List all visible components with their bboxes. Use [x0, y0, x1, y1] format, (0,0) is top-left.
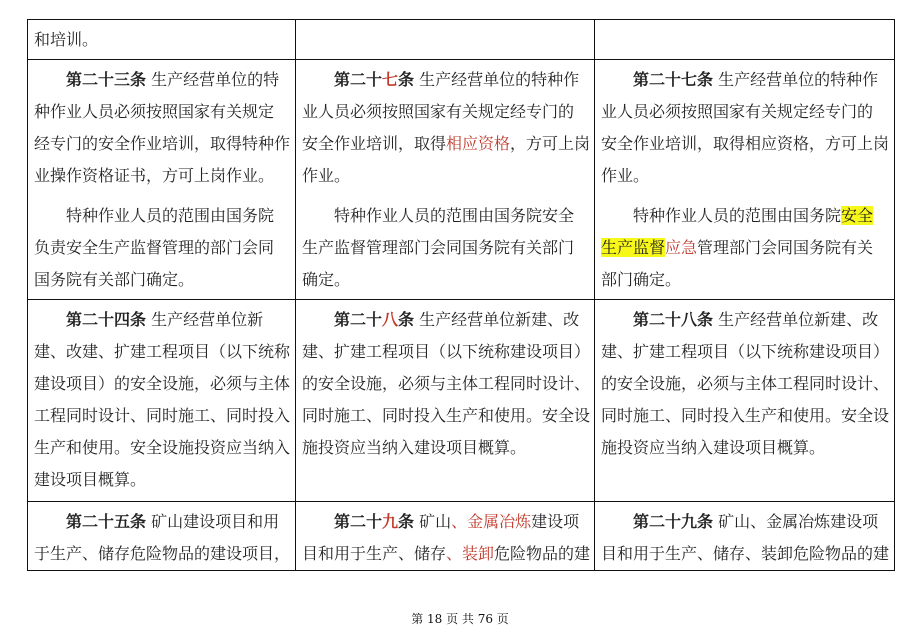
text-segment: 生产经营单位的特种作	[414, 70, 580, 89]
page-number: 第 18 页 共 76 页	[411, 612, 509, 626]
text-line	[34, 232, 289, 264]
text-segment: 工程同时设计、同时施工、同时投入	[34, 406, 291, 425]
table-cell	[28, 60, 296, 300]
text-segment: 生产经营单位的特	[146, 70, 280, 89]
text-line	[601, 160, 888, 192]
article-number: 第二十	[334, 70, 383, 89]
text-line	[34, 160, 289, 192]
text-segment: 施投资应当纳入建设项目概算。	[601, 438, 826, 457]
amended-text: 相应资格	[446, 134, 511, 153]
text-line	[302, 96, 588, 128]
article-number: 第二十七条	[633, 70, 714, 89]
text-segment: 建、扩建工程项目（以下统称建设项目）	[601, 342, 890, 361]
text-line	[601, 96, 888, 128]
article-number: 条	[398, 512, 415, 531]
text-segment: 建设项目概算。	[34, 470, 147, 489]
text-line	[34, 464, 289, 496]
text-segment: 安全作业培训，取得	[302, 134, 447, 153]
paragraph	[34, 200, 289, 296]
text-segment: 业操作资格证书，方可上岗作业。	[34, 166, 275, 185]
text-segment: 生产经营单位新建、改	[414, 310, 580, 329]
table-row	[28, 502, 895, 571]
text-line	[302, 336, 591, 368]
text-line	[601, 128, 888, 160]
text-line	[302, 432, 588, 464]
table-row	[28, 60, 895, 300]
text-segment: 的安全设施，必须与主体工程同时设计、	[601, 374, 890, 393]
text-line	[34, 432, 289, 464]
text-line	[34, 64, 289, 96]
paragraph	[601, 304, 888, 464]
table-cell	[595, 300, 895, 502]
text-line	[601, 506, 888, 538]
article-number: 第二十三条	[66, 70, 147, 89]
table-row	[28, 20, 895, 60]
text-line	[34, 506, 289, 538]
text-line	[34, 96, 289, 128]
text-segment: 生产经营单位新建、改	[713, 310, 879, 329]
text-segment: 矿山、金属冶炼建设项	[713, 512, 879, 531]
text-segment: 确定。	[302, 270, 351, 289]
amended-text: 、装卸	[446, 544, 495, 563]
text-line	[601, 304, 888, 336]
text-line	[302, 506, 588, 538]
text-segment: 国务院有关部门确定。	[34, 270, 195, 289]
text-segment: 业人员必须按照国家有关规定经专门的	[302, 102, 575, 121]
text-segment: 建、扩建工程项目（以下统称建设项目）	[302, 342, 591, 361]
table-cell	[595, 20, 895, 60]
text-line	[302, 400, 591, 432]
article-number: 条	[398, 70, 415, 89]
paragraph	[601, 506, 888, 570]
table-cell	[595, 502, 895, 571]
text-line	[302, 64, 588, 96]
text-line	[601, 200, 888, 232]
text-segment: 建设项目）的安全设施，必须与主体	[34, 374, 291, 393]
amended-text: 九	[382, 512, 399, 531]
text-line	[601, 432, 888, 464]
text-segment: 矿山	[414, 512, 452, 531]
text-line	[302, 368, 591, 400]
table-cell	[296, 20, 595, 60]
table-row	[28, 300, 895, 502]
text-segment: 特种作业人员的范围由国务院安全	[334, 206, 575, 225]
text-line	[601, 400, 888, 432]
paragraph	[302, 506, 591, 570]
paragraph	[302, 200, 588, 296]
text-segment: 作业。	[601, 166, 650, 185]
text-segment: 同时施工、同时投入生产和使用。安全设	[601, 406, 890, 425]
text-segment: 目和用于生产、储存	[302, 544, 447, 563]
amended-text: 应急	[665, 238, 698, 257]
text-segment: 的安全设施，必须与主体工程同时设计、	[302, 374, 591, 393]
paragraph	[601, 200, 888, 296]
text-line	[34, 304, 289, 336]
text-segment: 安全作业培训，取得相应资格，方可上岗	[601, 134, 890, 153]
text-segment: 危险物品的建	[494, 544, 591, 563]
text-line	[601, 64, 888, 96]
text-segment: 目和用于生产、储存、装卸危险物品的建	[601, 544, 890, 563]
article-number: 第二十八条	[633, 310, 714, 329]
paragraph	[302, 64, 591, 192]
text-line	[34, 24, 289, 56]
text-line	[601, 336, 888, 368]
text-segment: 作业。	[302, 166, 351, 185]
text-segment: 特种作业人员的范围由国务院	[633, 206, 842, 225]
article-number: 第二十九条	[633, 512, 714, 531]
text-segment: 管理部门会同国务院有关	[697, 238, 874, 257]
text-segment: 建、改建、扩建工程项目（以下统称	[34, 342, 291, 361]
text-segment: 特种作业人员的范围由国务院	[66, 206, 275, 225]
amended-text: 、金属冶炼	[451, 512, 532, 531]
text-segment: 经专门的安全作业培训，取得特种作	[34, 134, 291, 153]
paragraph	[34, 64, 289, 192]
text-segment: 业人员必须按照国家有关规定经专门的	[601, 102, 874, 121]
paragraph	[34, 24, 289, 56]
text-line	[302, 538, 591, 570]
article-number: 第二十四条	[66, 310, 147, 329]
text-segment: 生产监督管理部门会同国务院有关部门	[302, 238, 575, 257]
text-line	[601, 232, 888, 264]
table-cell	[296, 60, 595, 300]
text-line	[34, 400, 289, 432]
text-line	[34, 200, 289, 232]
text-segment: 生产经营单位的特种作	[713, 70, 879, 89]
paragraph	[302, 304, 591, 464]
text-segment: ，方可上岗	[510, 134, 591, 153]
text-line	[601, 538, 888, 570]
text-segment: 于生产、储存危险物品的建设项目，	[34, 544, 291, 563]
text-line	[302, 200, 588, 232]
table-cell	[28, 502, 296, 571]
amended-text: 八	[382, 310, 399, 329]
comparison-table	[27, 19, 895, 571]
text-segment: 负责安全生产监督管理的部门会同	[34, 238, 275, 257]
text-segment: 生产经营单位新	[146, 310, 264, 329]
article-number: 第二十五条	[66, 512, 147, 531]
table-cell	[28, 20, 296, 60]
highlighted-text: 生产监督	[601, 238, 666, 257]
table-cell	[296, 300, 595, 502]
amended-text: 七	[382, 70, 399, 89]
text-line	[302, 304, 588, 336]
text-line	[34, 264, 289, 296]
text-line	[34, 368, 289, 400]
paragraph	[34, 506, 289, 570]
text-segment: 和培训。	[34, 30, 99, 49]
text-segment: 部门确定。	[601, 270, 682, 289]
table-cell	[296, 502, 595, 571]
article-number: 条	[398, 310, 415, 329]
text-segment: 种作业人员必须按照国家有关规定	[34, 102, 275, 121]
text-segment: 矿山建设项目和用	[146, 512, 280, 531]
text-line	[34, 128, 289, 160]
text-segment: 建设项	[531, 512, 580, 531]
table-cell	[28, 300, 296, 502]
text-segment: 同时施工、同时投入生产和使用。安全设	[302, 406, 591, 425]
text-segment: 施投资应当纳入建设项目概算。	[302, 438, 527, 457]
text-line	[601, 264, 888, 296]
article-number: 第二十	[334, 512, 383, 531]
table-cell	[595, 60, 895, 300]
paragraph	[34, 304, 289, 496]
text-line	[34, 336, 289, 368]
highlighted-text: 安全	[841, 206, 874, 225]
paragraph	[601, 64, 888, 192]
text-line	[302, 160, 588, 192]
text-line	[302, 264, 588, 296]
text-line	[302, 128, 591, 160]
text-line	[302, 232, 588, 264]
article-number: 第二十	[334, 310, 383, 329]
text-segment: 生产和使用。安全设施投资应当纳入	[34, 438, 291, 457]
text-line	[34, 538, 289, 570]
text-line	[601, 368, 888, 400]
